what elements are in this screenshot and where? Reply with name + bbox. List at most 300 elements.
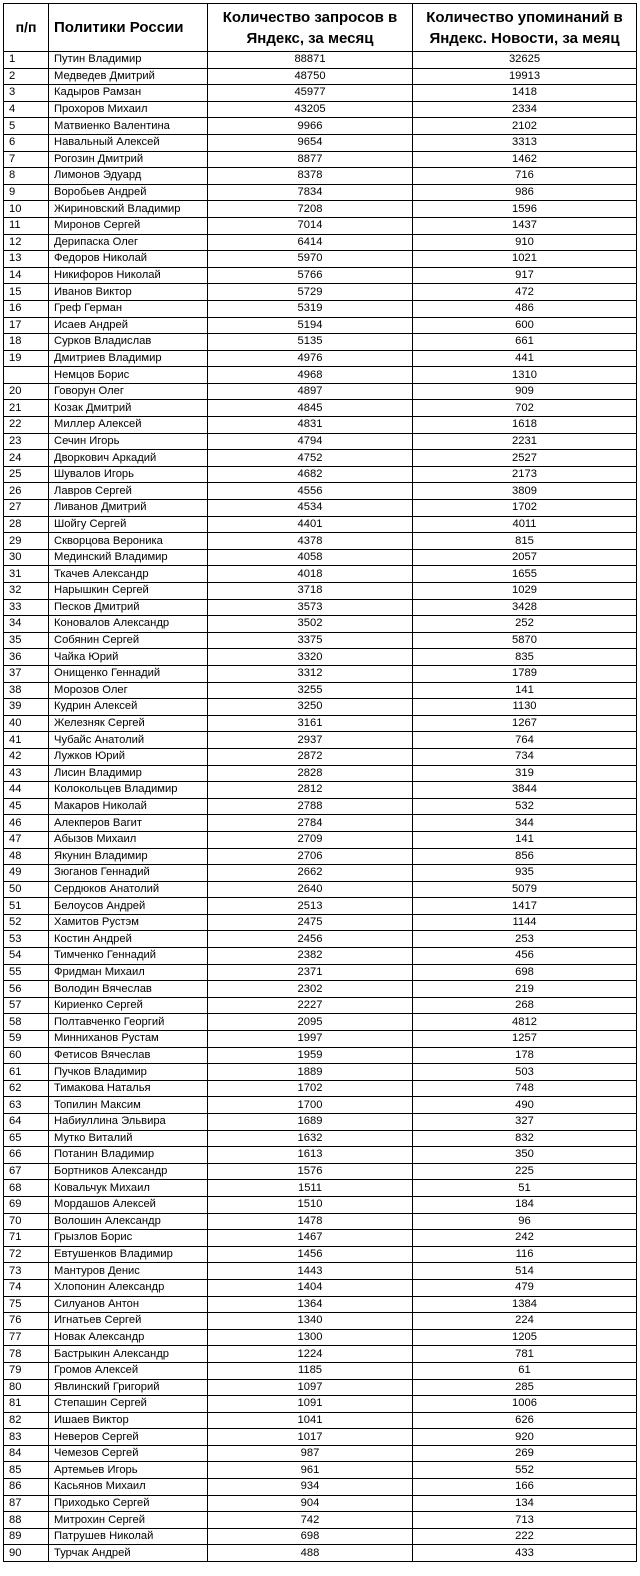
table-row: [4, 1528, 637, 1545]
table-row: [4, 1031, 637, 1048]
politician-name-cell: Онищенко Геннадий: [49, 665, 208, 682]
queries-count-cell: 2456: [208, 931, 413, 948]
queries-count-cell: 1340: [208, 1313, 413, 1330]
queries-count-cell: 1224: [208, 1346, 413, 1363]
politician-name-cell: Чайка Юрий: [49, 649, 208, 666]
mentions-count-cell: 134: [413, 1495, 637, 1512]
mentions-count-cell: 141: [413, 682, 637, 699]
queries-count-cell: 2709: [208, 831, 413, 848]
table-row: [4, 168, 637, 185]
queries-count-cell: 1632: [208, 1130, 413, 1147]
row-number-cell: 33: [4, 599, 49, 616]
row-number-cell: 6: [4, 134, 49, 151]
table-row: [4, 1545, 637, 1562]
row-number-cell: 30: [4, 549, 49, 566]
queries-count-cell: 4378: [208, 533, 413, 550]
politician-name-cell: Патрушев Николай: [49, 1528, 208, 1545]
queries-count-cell: 2937: [208, 732, 413, 749]
mentions-count-cell: 224: [413, 1313, 637, 1330]
politician-name-cell: Говорун Олег: [49, 383, 208, 400]
politician-name-cell: Прохоров Михаил: [49, 101, 208, 118]
row-number-cell: 26: [4, 483, 49, 500]
row-number-cell: 15: [4, 284, 49, 301]
politician-name-cell: Шувалов Игорь: [49, 466, 208, 483]
table-row: [4, 1246, 637, 1263]
mentions-count-cell: 61: [413, 1362, 637, 1379]
table-row: [4, 665, 637, 682]
politician-name-cell: Хлопонин Александр: [49, 1279, 208, 1296]
row-number-cell: 46: [4, 815, 49, 832]
politician-name-cell: Явлинский Григорий: [49, 1379, 208, 1396]
header-politician: Политики России: [49, 4, 208, 52]
row-number-cell: 76: [4, 1313, 49, 1330]
politician-name-cell: Грызлов Борис: [49, 1230, 208, 1247]
mentions-count-cell: 350: [413, 1147, 637, 1164]
queries-count-cell: 5194: [208, 317, 413, 334]
queries-count-cell: 5135: [208, 334, 413, 351]
table-row: [4, 782, 637, 799]
row-number-cell: 7: [4, 151, 49, 168]
queries-count-cell: 88871: [208, 52, 413, 69]
mentions-count-cell: 5079: [413, 881, 637, 898]
table-row: [4, 599, 637, 616]
politician-name-cell: Путин Владимир: [49, 52, 208, 69]
row-number-cell: 61: [4, 1064, 49, 1081]
mentions-count-cell: 242: [413, 1230, 637, 1247]
politician-name-cell: Ковальчук Михаил: [49, 1180, 208, 1197]
row-number-cell: 27: [4, 500, 49, 517]
table-row: [4, 483, 637, 500]
queries-count-cell: 7208: [208, 201, 413, 218]
politician-name-cell: Ливанов Дмитрий: [49, 500, 208, 517]
table-row: [4, 300, 637, 317]
queries-count-cell: 1041: [208, 1412, 413, 1429]
politician-name-cell: Фридман Михаил: [49, 964, 208, 981]
table-row: [4, 1346, 637, 1363]
row-number-cell: 20: [4, 383, 49, 400]
mentions-count-cell: 5870: [413, 632, 637, 649]
politician-name-cell: Воробьев Андрей: [49, 184, 208, 201]
table-row: [4, 583, 637, 600]
table-row: [4, 1512, 637, 1529]
table-row: [4, 284, 637, 301]
queries-count-cell: 1613: [208, 1147, 413, 1164]
mentions-count-cell: 116: [413, 1246, 637, 1263]
table-row: [4, 334, 637, 351]
queries-count-cell: 2784: [208, 815, 413, 832]
politician-name-cell: Топилин Максим: [49, 1097, 208, 1114]
table-row: [4, 1047, 637, 1064]
mentions-count-cell: 1257: [413, 1031, 637, 1048]
mentions-count-cell: 319: [413, 765, 637, 782]
row-number-cell: 51: [4, 898, 49, 915]
row-number-cell: 24: [4, 450, 49, 467]
queries-count-cell: 6414: [208, 234, 413, 251]
mentions-count-cell: 268: [413, 997, 637, 1014]
queries-count-cell: 1702: [208, 1080, 413, 1097]
table-row: [4, 1479, 637, 1496]
queries-count-cell: 4831: [208, 417, 413, 434]
row-number-cell: 2: [4, 68, 49, 85]
row-number-cell: 3: [4, 85, 49, 102]
queries-count-cell: 1576: [208, 1163, 413, 1180]
table-row: [4, 1462, 637, 1479]
row-number-cell: 81: [4, 1396, 49, 1413]
politician-name-cell: Исаев Андрей: [49, 317, 208, 334]
table-row: [4, 500, 637, 517]
mentions-count-cell: 184: [413, 1196, 637, 1213]
queries-count-cell: 2302: [208, 981, 413, 998]
mentions-count-cell: 51: [413, 1180, 637, 1197]
table-row: [4, 68, 637, 85]
table-row: [4, 1147, 637, 1164]
politician-name-cell: Силуанов Антон: [49, 1296, 208, 1313]
politician-name-cell: Шойгу Сергей: [49, 516, 208, 533]
row-number-cell: 23: [4, 433, 49, 450]
queries-count-cell: 4401: [208, 516, 413, 533]
queries-count-cell: 4976: [208, 350, 413, 367]
row-number-cell: 16: [4, 300, 49, 317]
row-number-cell: 62: [4, 1080, 49, 1097]
mentions-count-cell: 626: [413, 1412, 637, 1429]
politician-name-cell: Собянин Сергей: [49, 632, 208, 649]
queries-count-cell: 3255: [208, 682, 413, 699]
row-number-cell: 18: [4, 334, 49, 351]
queries-count-cell: 9966: [208, 118, 413, 135]
queries-count-cell: 3573: [208, 599, 413, 616]
mentions-count-cell: 1021: [413, 251, 637, 268]
politician-name-cell: Абызов Михаил: [49, 831, 208, 848]
politician-name-cell: Миллер Алексей: [49, 417, 208, 434]
row-number-cell: 35: [4, 632, 49, 649]
mentions-count-cell: 3844: [413, 782, 637, 799]
mentions-count-cell: 3428: [413, 599, 637, 616]
politician-name-cell: Чубайс Анатолий: [49, 732, 208, 749]
mentions-count-cell: 856: [413, 848, 637, 865]
politician-name-cell: Фетисов Вячеслав: [49, 1047, 208, 1064]
mentions-count-cell: 456: [413, 948, 637, 965]
queries-count-cell: 4968: [208, 367, 413, 384]
queries-count-cell: 1700: [208, 1097, 413, 1114]
header-row: [4, 4, 637, 52]
row-number-cell: 39: [4, 699, 49, 716]
mentions-count-cell: 910: [413, 234, 637, 251]
table-row: [4, 931, 637, 948]
queries-count-cell: 2706: [208, 848, 413, 865]
queries-count-cell: 1404: [208, 1279, 413, 1296]
politician-name-cell: Колокольцев Владимир: [49, 782, 208, 799]
politician-name-cell: Лисин Владимир: [49, 765, 208, 782]
queries-count-cell: 1467: [208, 1230, 413, 1247]
queries-count-cell: 3250: [208, 699, 413, 716]
politician-name-cell: Ткачев Александр: [49, 566, 208, 583]
table-row: [4, 184, 637, 201]
queries-count-cell: 2475: [208, 914, 413, 931]
queries-count-cell: 1091: [208, 1396, 413, 1413]
politician-name-cell: Мордашов Алексей: [49, 1196, 208, 1213]
table-row: [4, 134, 637, 151]
table-row: [4, 383, 637, 400]
mentions-count-cell: 252: [413, 616, 637, 633]
queries-count-cell: 4534: [208, 500, 413, 517]
mentions-count-cell: 716: [413, 168, 637, 185]
table-row: [4, 1313, 637, 1330]
table-row: [4, 1495, 637, 1512]
queries-count-cell: 904: [208, 1495, 413, 1512]
politician-name-cell: Сечин Игорь: [49, 433, 208, 450]
politician-name-cell: Песков Дмитрий: [49, 599, 208, 616]
table-row: [4, 1379, 637, 1396]
politician-name-cell: Железняк Сергей: [49, 715, 208, 732]
mentions-count-cell: 32625: [413, 52, 637, 69]
mentions-count-cell: 1789: [413, 665, 637, 682]
politician-name-cell: Кириенко Сергей: [49, 997, 208, 1014]
table-row: [4, 217, 637, 234]
queries-count-cell: 4058: [208, 549, 413, 566]
queries-count-cell: 3718: [208, 583, 413, 600]
header-queries: Количество запросов в Яндекс, за месяц: [208, 4, 413, 52]
politician-name-cell: Ишаев Виктор: [49, 1412, 208, 1429]
row-number-cell: 89: [4, 1528, 49, 1545]
queries-count-cell: 48750: [208, 68, 413, 85]
politician-name-cell: Мединский Владимир: [49, 549, 208, 566]
mentions-count-cell: 552: [413, 1462, 637, 1479]
queries-count-cell: 1017: [208, 1429, 413, 1446]
row-number-cell: 55: [4, 964, 49, 981]
politician-name-cell: Жириновский Владимир: [49, 201, 208, 218]
row-number-cell: 80: [4, 1379, 49, 1396]
queries-count-cell: 5970: [208, 251, 413, 268]
politicians-table-sheet: [3, 3, 636, 1571]
politician-name-cell: Навальный Алексей: [49, 134, 208, 151]
table-row: [4, 914, 637, 931]
queries-count-cell: 2872: [208, 748, 413, 765]
queries-count-cell: 961: [208, 1462, 413, 1479]
row-number-cell: 49: [4, 865, 49, 882]
row-number-cell: 58: [4, 1014, 49, 1031]
row-number-cell: 52: [4, 914, 49, 931]
mentions-count-cell: 3313: [413, 134, 637, 151]
queries-count-cell: 3312: [208, 665, 413, 682]
mentions-count-cell: 503: [413, 1064, 637, 1081]
table-row: [4, 649, 637, 666]
row-number-cell: 13: [4, 251, 49, 268]
table-row: [4, 865, 637, 882]
politician-name-cell: Набиуллина Эльвира: [49, 1114, 208, 1131]
mentions-count-cell: 1596: [413, 201, 637, 218]
mentions-count-cell: 713: [413, 1512, 637, 1529]
queries-count-cell: 8877: [208, 151, 413, 168]
politician-name-cell: Новак Александр: [49, 1329, 208, 1346]
politician-name-cell: Мутко Виталий: [49, 1130, 208, 1147]
politician-name-cell: Костин Андрей: [49, 931, 208, 948]
row-number-cell: 19: [4, 350, 49, 367]
queries-count-cell: 698: [208, 1528, 413, 1545]
mentions-count-cell: 986: [413, 184, 637, 201]
table-header: [4, 4, 637, 52]
mentions-count-cell: 433: [413, 1545, 637, 1562]
row-number-cell: 59: [4, 1031, 49, 1048]
table-row: [4, 1080, 637, 1097]
table-row: [4, 632, 637, 649]
table-row: [4, 748, 637, 765]
mentions-count-cell: 222: [413, 1528, 637, 1545]
row-number-cell: 85: [4, 1462, 49, 1479]
queries-count-cell: 2788: [208, 798, 413, 815]
mentions-count-cell: 1462: [413, 151, 637, 168]
row-number-cell: 5: [4, 118, 49, 135]
queries-count-cell: 1959: [208, 1047, 413, 1064]
queries-count-cell: 2662: [208, 865, 413, 882]
politician-name-cell: Белоусов Андрей: [49, 898, 208, 915]
queries-count-cell: 1300: [208, 1329, 413, 1346]
row-number-cell: 36: [4, 649, 49, 666]
mentions-count-cell: 1006: [413, 1396, 637, 1413]
row-number-cell: 34: [4, 616, 49, 633]
row-number-cell: 32: [4, 583, 49, 600]
mentions-count-cell: 4011: [413, 516, 637, 533]
table-row: [4, 1163, 637, 1180]
politician-name-cell: Медведев Дмитрий: [49, 68, 208, 85]
row-number-cell: 47: [4, 831, 49, 848]
row-number-cell: 54: [4, 948, 49, 965]
row-number-cell: 29: [4, 533, 49, 550]
queries-count-cell: 1478: [208, 1213, 413, 1230]
row-number-cell: 14: [4, 267, 49, 284]
queries-count-cell: 4845: [208, 400, 413, 417]
politician-name-cell: Дерипаска Олег: [49, 234, 208, 251]
mentions-count-cell: 472: [413, 284, 637, 301]
table-row: [4, 881, 637, 898]
queries-count-cell: 1511: [208, 1180, 413, 1197]
queries-count-cell: 5319: [208, 300, 413, 317]
politician-name-cell: Волошин Александр: [49, 1213, 208, 1230]
row-number-cell: 41: [4, 732, 49, 749]
row-number-cell: 70: [4, 1213, 49, 1230]
row-number-cell: 42: [4, 748, 49, 765]
table-body: [4, 52, 637, 1562]
mentions-count-cell: 269: [413, 1445, 637, 1462]
politician-name-cell: Кудрин Алексей: [49, 699, 208, 716]
table-row: [4, 948, 637, 965]
mentions-count-cell: 832: [413, 1130, 637, 1147]
politician-name-cell: Нарышкин Сергей: [49, 583, 208, 600]
row-number-cell: 17: [4, 317, 49, 334]
queries-count-cell: 4897: [208, 383, 413, 400]
row-number-cell: 63: [4, 1097, 49, 1114]
queries-count-cell: 2371: [208, 964, 413, 981]
politician-name-cell: Мантуров Денис: [49, 1263, 208, 1280]
table-row: [4, 234, 637, 251]
politician-name-cell: Пучков Владимир: [49, 1064, 208, 1081]
queries-count-cell: 934: [208, 1479, 413, 1496]
row-number-cell: 60: [4, 1047, 49, 1064]
mentions-count-cell: 2102: [413, 118, 637, 135]
queries-count-cell: 5766: [208, 267, 413, 284]
table-row: [4, 765, 637, 782]
mentions-count-cell: 285: [413, 1379, 637, 1396]
queries-count-cell: 4018: [208, 566, 413, 583]
politician-name-cell: Лужков Юрий: [49, 748, 208, 765]
table-row: [4, 981, 637, 998]
queries-count-cell: 1510: [208, 1196, 413, 1213]
mentions-count-cell: 3809: [413, 483, 637, 500]
queries-count-cell: 2640: [208, 881, 413, 898]
row-number-cell: 45: [4, 798, 49, 815]
table-row: [4, 1362, 637, 1379]
mentions-count-cell: 1418: [413, 85, 637, 102]
row-number-cell: 53: [4, 931, 49, 948]
table-row: [4, 1296, 637, 1313]
politicians-table: [3, 3, 637, 1562]
queries-count-cell: 987: [208, 1445, 413, 1462]
row-number-cell: 86: [4, 1479, 49, 1496]
mentions-count-cell: 835: [413, 649, 637, 666]
mentions-count-cell: 225: [413, 1163, 637, 1180]
row-number-cell: 12: [4, 234, 49, 251]
mentions-count-cell: 1417: [413, 898, 637, 915]
mentions-count-cell: 441: [413, 350, 637, 367]
table-row: [4, 251, 637, 268]
table-row: [4, 1180, 637, 1197]
politician-name-cell: Козак Дмитрий: [49, 400, 208, 417]
table-row: [4, 798, 637, 815]
row-number-cell: 37: [4, 665, 49, 682]
row-number-cell: 31: [4, 566, 49, 583]
table-row: [4, 433, 637, 450]
queries-count-cell: 2812: [208, 782, 413, 799]
queries-count-cell: 4794: [208, 433, 413, 450]
politician-name-cell: Громов Алексей: [49, 1362, 208, 1379]
row-number-cell: [4, 367, 49, 384]
mentions-count-cell: 1144: [413, 914, 637, 931]
mentions-count-cell: 1029: [413, 583, 637, 600]
politician-name-cell: Сердюков Анатолий: [49, 881, 208, 898]
table-row: [4, 85, 637, 102]
table-row: [4, 699, 637, 716]
mentions-count-cell: 1267: [413, 715, 637, 732]
queries-count-cell: 4556: [208, 483, 413, 500]
table-row: [4, 516, 637, 533]
row-number-cell: 68: [4, 1180, 49, 1197]
row-number-cell: 4: [4, 101, 49, 118]
table-row: [4, 417, 637, 434]
politician-name-cell: Игнатьев Сергей: [49, 1313, 208, 1330]
politician-name-cell: Артемьев Игорь: [49, 1462, 208, 1479]
queries-count-cell: 4752: [208, 450, 413, 467]
row-number-cell: 88: [4, 1512, 49, 1529]
row-number-cell: 87: [4, 1495, 49, 1512]
table-row: [4, 1213, 637, 1230]
queries-count-cell: 2382: [208, 948, 413, 965]
queries-count-cell: 8378: [208, 168, 413, 185]
row-number-cell: 22: [4, 417, 49, 434]
row-number-cell: 9: [4, 184, 49, 201]
politician-name-cell: Володин Вячеслав: [49, 981, 208, 998]
mentions-count-cell: 1130: [413, 699, 637, 716]
politician-name-cell: Никифоров Николай: [49, 267, 208, 284]
mentions-count-cell: 253: [413, 931, 637, 948]
table-row: [4, 1412, 637, 1429]
mentions-count-cell: 1437: [413, 217, 637, 234]
row-number-cell: 38: [4, 682, 49, 699]
table-row: [4, 317, 637, 334]
table-row: [4, 1130, 637, 1147]
table-row: [4, 1279, 637, 1296]
table-row: [4, 549, 637, 566]
queries-count-cell: 1456: [208, 1246, 413, 1263]
row-number-cell: 69: [4, 1196, 49, 1213]
